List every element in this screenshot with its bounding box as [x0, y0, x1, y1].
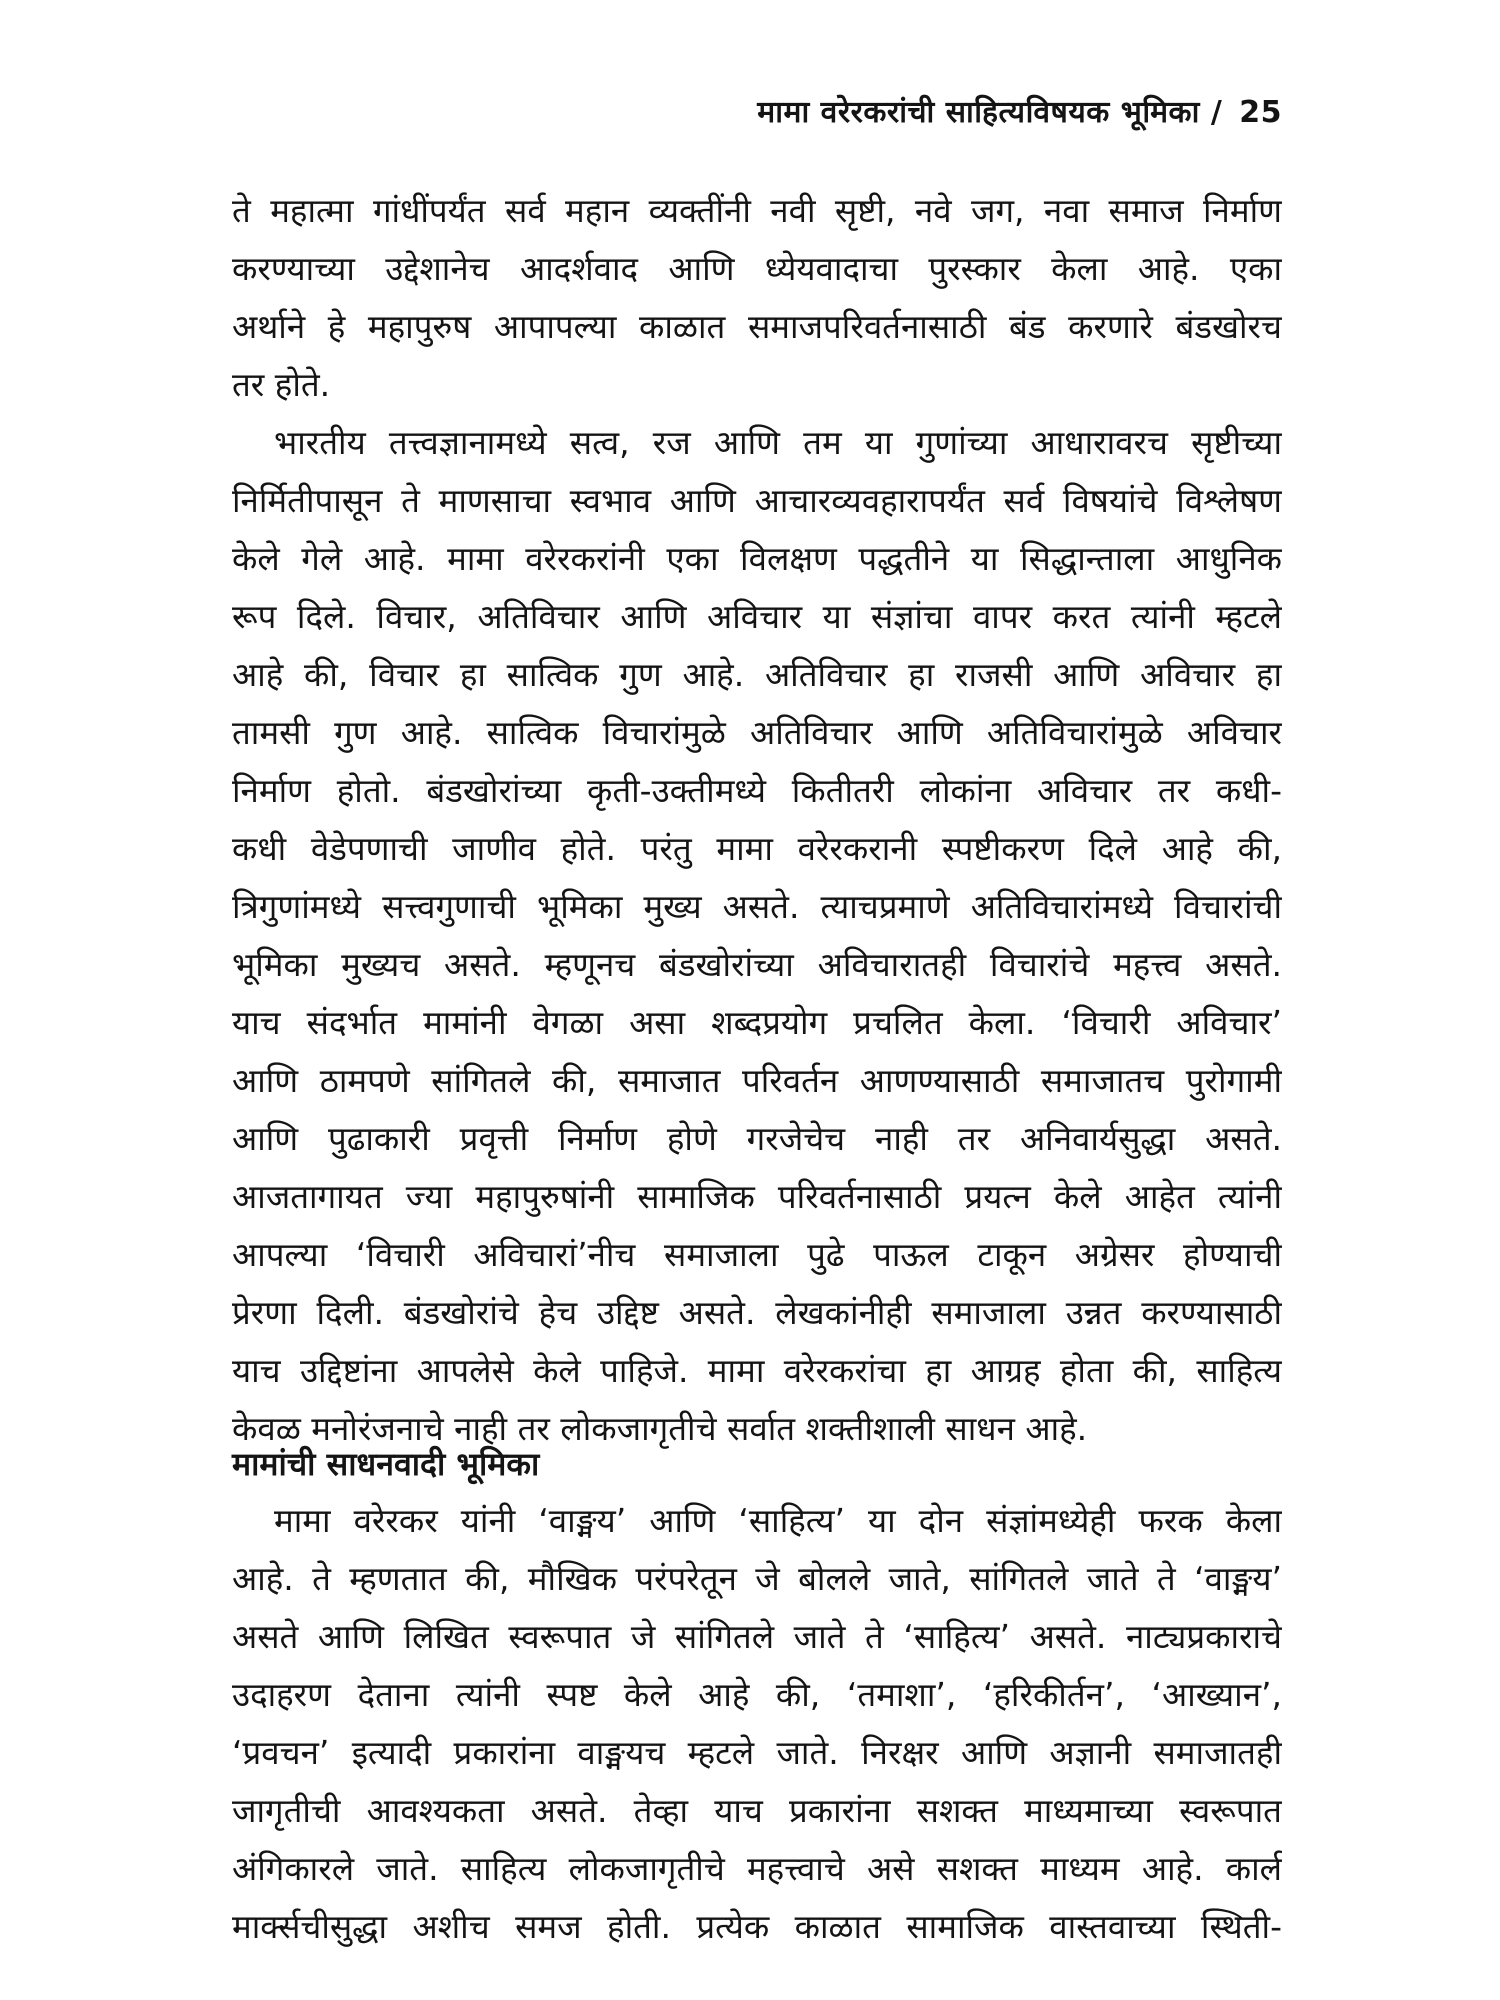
text-line: मार्क्सचीसुद्धा अशीच समज होती. प्रत्येक काळात सामाजिक वास्तवाच्या स्थिती- [232, 1907, 1282, 1946]
text-line: तर होते. [232, 365, 331, 404]
text-line: याच संदर्भात मामांनी वेगळा असा शब्दप्रयोग प्रचलित केला. ‘विचारी अविचार’ [232, 1003, 1282, 1042]
text-line: आपल्या ‘विचारी अविचारां’नीच समाजाला पुढे पाऊल टाकून अग्रेसर होण्याची [232, 1235, 1282, 1274]
text-line: आहे की, विचार हा सात्विक गुण आहे. अतिविचार हा राजसी आणि अविचार हा [232, 655, 1282, 694]
text-line: ते महात्मा गांधींपर्यंत सर्व महान व्यक्तींनी नवी सृष्टी, नवे जग, नवा समाज निर्माण [232, 191, 1282, 230]
text-line: आजतागायत ज्या महापुरुषांनी सामाजिक परिवर्तनासाठी प्रयत्न केले आहेत त्यांनी [232, 1177, 1282, 1216]
text-line: निर्माण होतो. बंडखोरांच्या कृती-उक्तीमध्ये कितीतरी लोकांना अविचार तर कधी- [232, 771, 1282, 810]
text-line: अर्थाने हे महापुरुष आपापल्या काळात समाजपरिवर्तनासाठी बंड करणारे बंडखोरच [232, 307, 1282, 346]
text-line: उदाहरण देताना त्यांनी स्पष्ट केले आहे की, ‘तमाशा’, ‘हरिकीर्तन’, ‘आख्यान’, [232, 1675, 1282, 1714]
paragraph-vangmay-sahitya [232, 1492, 1282, 1956]
text-line: मामा वरेरकर यांनी ‘वाङ्मय’ आणि ‘साहित्य’ या दोन संज्ञांमध्येही फरक केला [274, 1501, 1282, 1540]
text-line: केवळ मनोरंजनाचे नाही तर लोकजागृतीचे सर्वात शक्तीशाली साधन आहे. [232, 1409, 1088, 1448]
running-title: मामा वरेरकरांची साहित्यविषयक भूमिका [757, 95, 1200, 130]
text-line: आणि ठामपणे सांगितले की, समाजात परिवर्तन आणण्यासाठी समाजातच पुरोगामी [232, 1061, 1282, 1100]
text-line: करण्याच्या उद्देशानेच आदर्शवाद आणि ध्येयवादाचा पुरस्कार केला आहे. एका [232, 249, 1282, 288]
section-heading: मामांची साधनवादी भूमिका [232, 1445, 540, 1483]
text-line: रूप दिले. विचार, अतिविचार आणि अविचार या संज्ञांचा वापर करत त्यांनी म्हटले [232, 597, 1282, 636]
text-line: आहे. ते म्हणतात की, मौखिक परंपरेतून जे बोलले जाते, सांगितले जाते ते ‘वाङ्मय’ [232, 1559, 1282, 1598]
text-line: त्रिगुणांमध्ये सत्त्वगुणाची भूमिका मुख्य असते. त्याचप्रमाणे अतिविचारांमध्ये विचारांची [232, 887, 1282, 926]
running-header [757, 90, 1282, 131]
text-line: केले गेले आहे. मामा वरेरकरांनी एका विलक्षण पद्धतीने या सिद्धान्ताला आधुनिक [232, 539, 1282, 578]
paragraph-trigunas [232, 414, 1282, 1458]
text-line: निर्मितीपासून ते माणसाचा स्वभाव आणि आचारव्यवहारापर्यंत सर्व विषयांचे विश्लेषण [232, 481, 1282, 520]
text-line: तामसी गुण आहे. सात्विक विचारांमुळे अतिविचार आणि अतिविचारांमुळे अविचार [232, 713, 1282, 752]
text-line: कधी वेडेपणाची जाणीव होते. परंतु मामा वरेरकरानी स्पष्टीकरण दिले आहे की, [232, 829, 1282, 868]
text-line: अंगिकारले जाते. साहित्य लोकजागृतीचे महत्त्वाचे असे सशक्त माध्यम आहे. कार्ल [232, 1849, 1282, 1888]
paragraph-continued [232, 182, 1282, 414]
text-line: याच उद्दिष्टांना आपलेसे केले पाहिजे. मामा वरेरकरांचा हा आग्रह होता की, साहित्य [232, 1351, 1282, 1390]
page-number: 25 [1239, 95, 1282, 130]
text-line: प्रेरणा दिली. बंडखोरांचे हेच उद्दिष्ट असते. लेखकांनीही समाजाला उन्नत करण्यासाठी [232, 1293, 1282, 1332]
text-line: जागृतीची आवश्यकता असते. तेव्हा याच प्रकारांना सशक्त माध्यमाच्या स्वरूपात [232, 1791, 1282, 1830]
text-line: भारतीय तत्त्वज्ञानामध्ये सत्व, रज आणि तम या गुणांच्या आधारावरच सृष्टीच्या [274, 423, 1282, 462]
text-line: असते आणि लिखित स्वरूपात जे सांगितले जाते ते ‘साहित्य’ असते. नाट्यप्रकाराचे [232, 1617, 1282, 1656]
text-line: आणि पुढाकारी प्रवृत्ती निर्माण होणे गरजेचेच नाही तर अनिवार्यसुद्धा असते. [232, 1119, 1282, 1158]
text-line: ‘प्रवचन’ इत्यादी प्रकारांना वाङ्मयच म्हटले जाते. निरक्षर आणि अज्ञानी समाजातही [232, 1733, 1282, 1772]
text-line: भूमिका मुख्यच असते. म्हणूनच बंडखोरांच्या अविचारातही विचारांचे महत्त्व असते. [232, 945, 1282, 984]
header-separator: / [1210, 95, 1223, 130]
